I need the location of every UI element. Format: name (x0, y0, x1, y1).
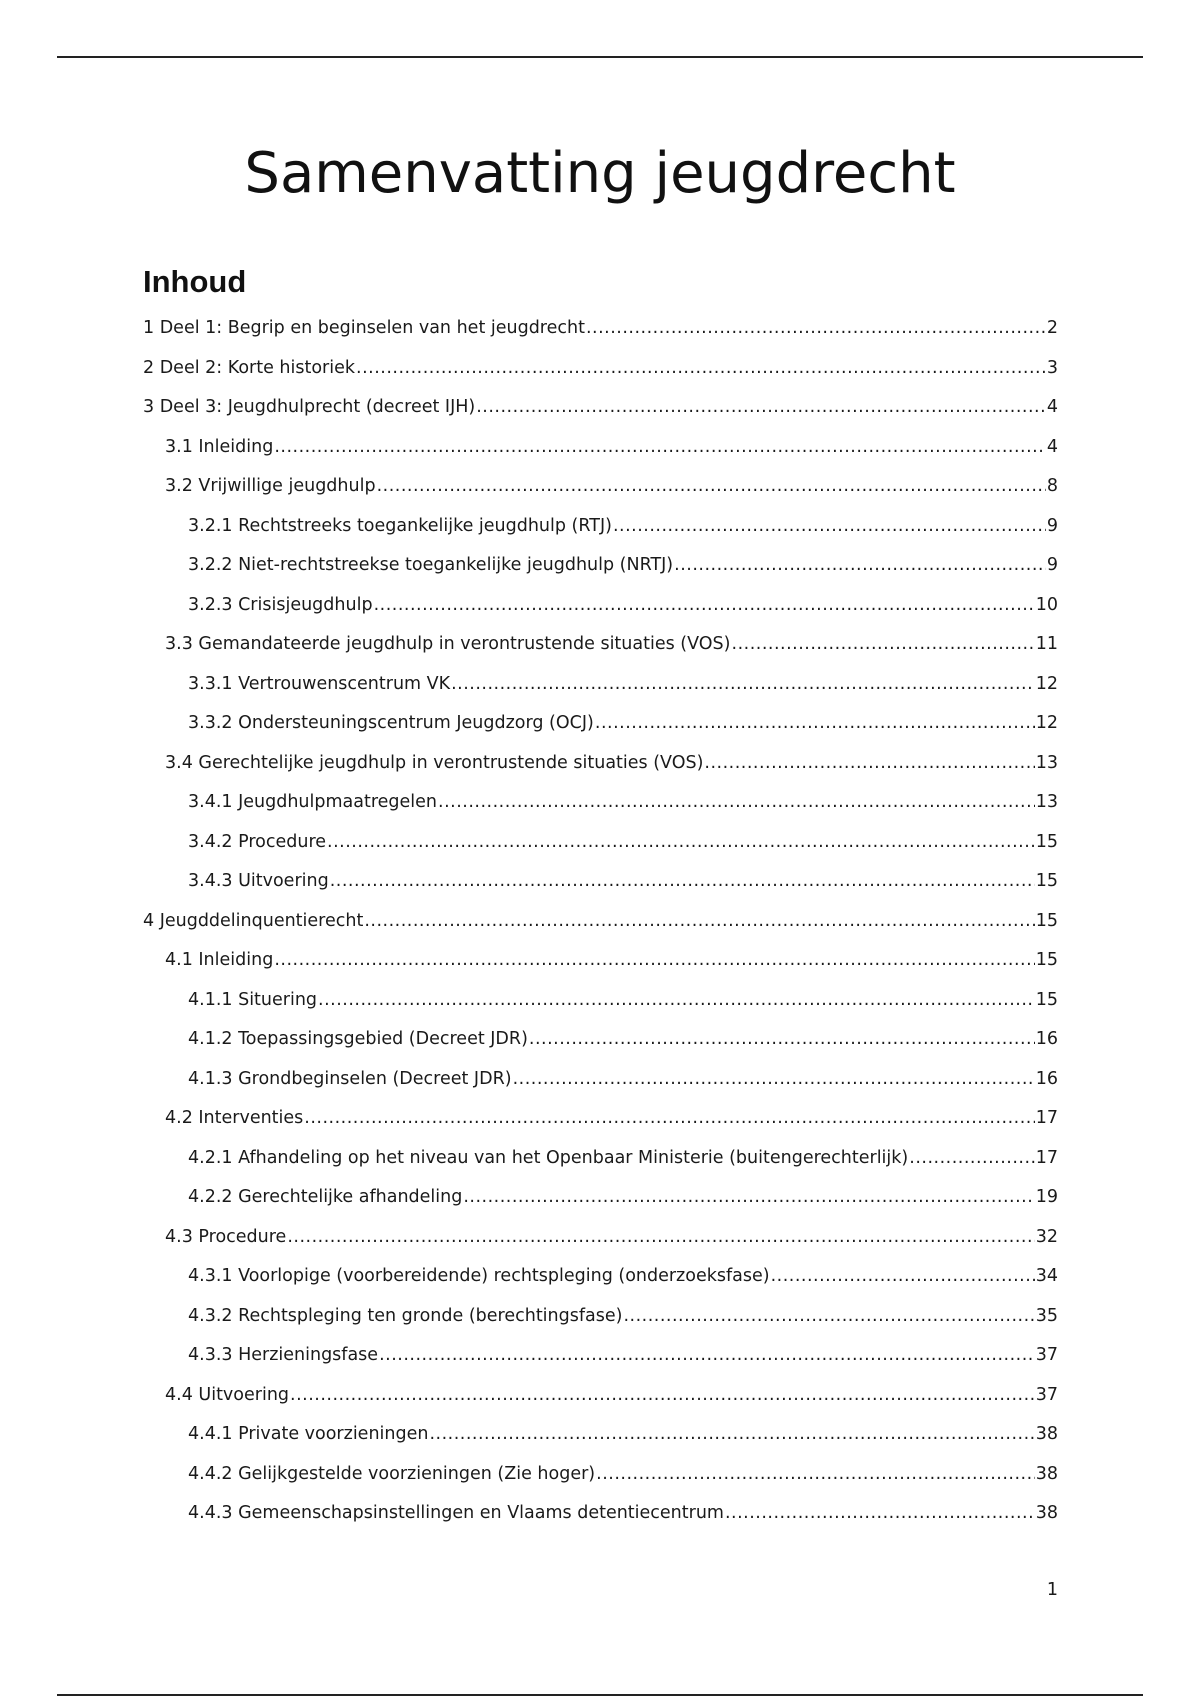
toc-dot-leader (674, 550, 1046, 580)
toc-entry[interactable] (143, 629, 1058, 669)
toc-entry-title: 4.3 Procedure (165, 1226, 287, 1247)
toc-entry-page: 35 (1035, 1305, 1058, 1326)
toc-dot-leader (287, 1222, 1034, 1252)
toc-entry[interactable] (143, 1340, 1058, 1380)
toc-entry-title: 3.3.2 Ondersteuningscentrum Jeugdzorg (OCJ) (188, 713, 594, 733)
toc-entry[interactable] (143, 1498, 1058, 1538)
toc-entry-page: 9 (1046, 515, 1058, 536)
toc-entry[interactable] (143, 1103, 1058, 1143)
toc-entry[interactable] (143, 432, 1058, 472)
toc-entry[interactable] (143, 669, 1058, 709)
toc-dot-leader (513, 1064, 1035, 1094)
toc-entry[interactable] (143, 471, 1058, 511)
toc-entry-page: 34 (1035, 1266, 1058, 1286)
toc-entry-title: 4.4.2 Gelijkgestelde voorzieningen (Zie hoger) (188, 1463, 596, 1484)
toc-entry-title: 3.1 Inleiding (165, 436, 274, 457)
toc-entry[interactable] (143, 1301, 1058, 1341)
toc-dot-leader (596, 1459, 1035, 1489)
toc-entry-page: 37 (1035, 1384, 1058, 1405)
toc-dot-leader (374, 590, 1035, 620)
toc-entry-page: 8 (1046, 476, 1058, 496)
toc-entry[interactable] (143, 1024, 1058, 1064)
toc-entry[interactable] (143, 945, 1058, 985)
toc-entry-title: 4.1.2 Toepassingsgebied (Decreet JDR) (188, 1029, 528, 1049)
toc-dot-leader (595, 708, 1035, 738)
toc-entry[interactable] (143, 1261, 1058, 1301)
toc-entry-title: 4.2.1 Afhandeling op het niveau van het Openbaar Ministerie (buitengerechterlijk) (188, 1147, 909, 1168)
toc-dot-leader (274, 432, 1046, 462)
toc-entry-title: 4.1.1 Situering (188, 989, 318, 1010)
toc-entry-page: 15 (1035, 831, 1058, 852)
toc-entry-title: 3.4.3 Uitvoering (188, 871, 329, 891)
toc-entry-page: 13 (1035, 752, 1058, 773)
toc-entry-title: 4.3.2 Rechtspleging ten gronde (berechtingsfase) (188, 1305, 623, 1326)
toc-entry-title: 3.4.1 Jeugdhulpmaatregelen (188, 792, 438, 812)
toc-entry-page: 16 (1035, 1068, 1058, 1089)
toc-entry-title: 4.4 Uitvoering (165, 1384, 290, 1405)
toc-entry-page: 4 (1046, 436, 1058, 457)
toc-entry[interactable] (143, 1182, 1058, 1222)
toc-entry[interactable] (143, 1459, 1058, 1499)
toc-dot-leader (330, 866, 1035, 896)
toc-dot-leader (377, 471, 1046, 501)
toc-entry-page: 4 (1046, 397, 1058, 417)
toc-entry[interactable] (143, 1222, 1058, 1262)
toc-entry-page: 17 (1035, 1147, 1058, 1168)
toc-entry-title: 3.2.2 Niet-rechtstreekse toegankelijke jeugdhulp (NRTJ) (188, 555, 674, 575)
document-title: Samenvatting jeugdrecht (244, 141, 956, 206)
toc-dot-leader (463, 1182, 1034, 1212)
toc-entry[interactable] (143, 1419, 1058, 1459)
toc-entry[interactable] (143, 590, 1058, 630)
toc-dot-leader (704, 748, 1034, 778)
toc-entry-title: 4.1.3 Grondbeginselen (Decreet JDR) (188, 1068, 512, 1089)
toc-dot-leader (274, 945, 1034, 975)
toc-dot-leader (529, 1024, 1035, 1054)
toc-entry-page: 12 (1035, 673, 1058, 694)
toc-entry-title: 4 Jeugddelinquentierecht (143, 910, 364, 931)
toc-dot-leader (476, 392, 1046, 422)
toc-entry[interactable] (143, 313, 1058, 353)
toc-dot-leader (318, 985, 1035, 1015)
page-number: 1 (1046, 1580, 1058, 1600)
toc-dot-leader (438, 787, 1035, 817)
toc-entry-page: 15 (1035, 910, 1058, 931)
header-rule (57, 56, 1143, 58)
toc-entry[interactable] (143, 748, 1058, 788)
toc-entry-page: 2 (1046, 318, 1058, 338)
toc-dot-leader (613, 511, 1046, 541)
toc-entry[interactable] (143, 511, 1058, 551)
toc-entry-page: 19 (1035, 1187, 1058, 1207)
toc-entry[interactable] (143, 866, 1058, 906)
toc-entry-page: 11 (1035, 634, 1058, 654)
toc-entry[interactable] (143, 1143, 1058, 1183)
toc-entry-title: 3.2.3 Crisisjeugdhulp (188, 594, 373, 615)
toc-entry[interactable] (143, 985, 1058, 1025)
toc-entry[interactable] (143, 787, 1058, 827)
toc-dot-leader (429, 1419, 1034, 1449)
toc-entry-title: 3.4 Gerechtelijke jeugdhulp in verontrustende situaties (VOS) (165, 752, 704, 773)
toc-dot-leader (451, 669, 1035, 699)
toc-dot-leader (586, 313, 1046, 343)
toc-entry-title: 4.4.1 Private voorzieningen (188, 1424, 429, 1444)
toc-entry-page: 3 (1046, 357, 1058, 378)
toc-entry-title: 4.3.3 Herzieningsfase (188, 1345, 379, 1365)
toc-entry-page: 38 (1035, 1463, 1058, 1484)
toc-entry-page: 17 (1035, 1108, 1058, 1128)
toc-entry-page: 12 (1035, 713, 1058, 733)
toc-dot-leader (771, 1261, 1035, 1291)
toc-entry-title: 3.3 Gemandateerde jeugdhulp in verontrustende situaties (VOS) (165, 634, 731, 654)
toc-entry-page: 15 (1035, 871, 1058, 891)
toc-entry-title: 4.4.3 Gemeenschapsinstellingen en Vlaams detentiecentrum (188, 1503, 724, 1523)
toc-entry-page: 15 (1035, 989, 1058, 1010)
toc-entry[interactable] (143, 353, 1058, 393)
toc-entry-title: 3 Deel 3: Jeugdhulprecht (decreet IJH) (143, 397, 476, 417)
toc-heading: Inhoud (143, 264, 247, 299)
toc-entry-page: 10 (1035, 594, 1058, 615)
toc-dot-leader (327, 827, 1035, 857)
toc-entry-title: 4.2.2 Gerechtelijke afhandeling (188, 1187, 463, 1207)
toc-entry-page: 38 (1035, 1503, 1058, 1523)
toc-entry[interactable] (143, 827, 1058, 867)
toc-entry-title: 2 Deel 2: Korte historiek (143, 357, 356, 378)
toc-entry-title: 4.2 Interventies (165, 1108, 304, 1128)
toc-dot-leader (364, 906, 1034, 936)
toc-entry-page: 37 (1035, 1345, 1058, 1365)
toc-entry-title: 4.3.1 Voorlopige (voorbereidende) rechtspleging (onderzoeksfase) (188, 1266, 770, 1286)
toc-dot-leader (379, 1340, 1035, 1370)
toc-dot-leader (623, 1301, 1034, 1331)
toc-dot-leader (732, 629, 1035, 659)
toc-entry-title: 4.1 Inleiding (165, 950, 274, 970)
toc-entry-title: 1 Deel 1: Begrip en beginselen van het jeugdrecht (143, 318, 585, 338)
footer-rule (57, 1694, 1143, 1696)
toc-dot-leader (290, 1380, 1035, 1410)
toc-dot-leader (725, 1498, 1035, 1528)
table-of-contents (143, 313, 1058, 1538)
toc-entry-title: 3.3.1 Vertrouwenscentrum VK (188, 673, 451, 694)
toc-entry-title: 3.2 Vrijwillige jeugdhulp (165, 476, 376, 496)
toc-dot-leader (909, 1143, 1034, 1173)
toc-dot-leader (356, 353, 1046, 383)
toc-entry-page: 32 (1035, 1226, 1058, 1247)
toc-entry-title: 3.2.1 Rechtstreeks toegankelijke jeugdhulp (RTJ) (188, 515, 612, 536)
toc-entry[interactable] (143, 906, 1058, 946)
toc-entry-page: 9 (1046, 555, 1058, 575)
toc-entry[interactable] (143, 392, 1058, 432)
toc-entry-page: 38 (1035, 1424, 1058, 1444)
toc-entry[interactable] (143, 708, 1058, 748)
toc-entry[interactable] (143, 1380, 1058, 1420)
toc-entry[interactable] (143, 550, 1058, 590)
toc-entry-page: 15 (1035, 950, 1058, 970)
toc-entry-page: 13 (1035, 792, 1058, 812)
toc-entry[interactable] (143, 1064, 1058, 1104)
toc-dot-leader (304, 1103, 1034, 1133)
toc-entry-page: 16 (1035, 1029, 1058, 1049)
toc-entry-title: 3.4.2 Procedure (188, 831, 327, 852)
